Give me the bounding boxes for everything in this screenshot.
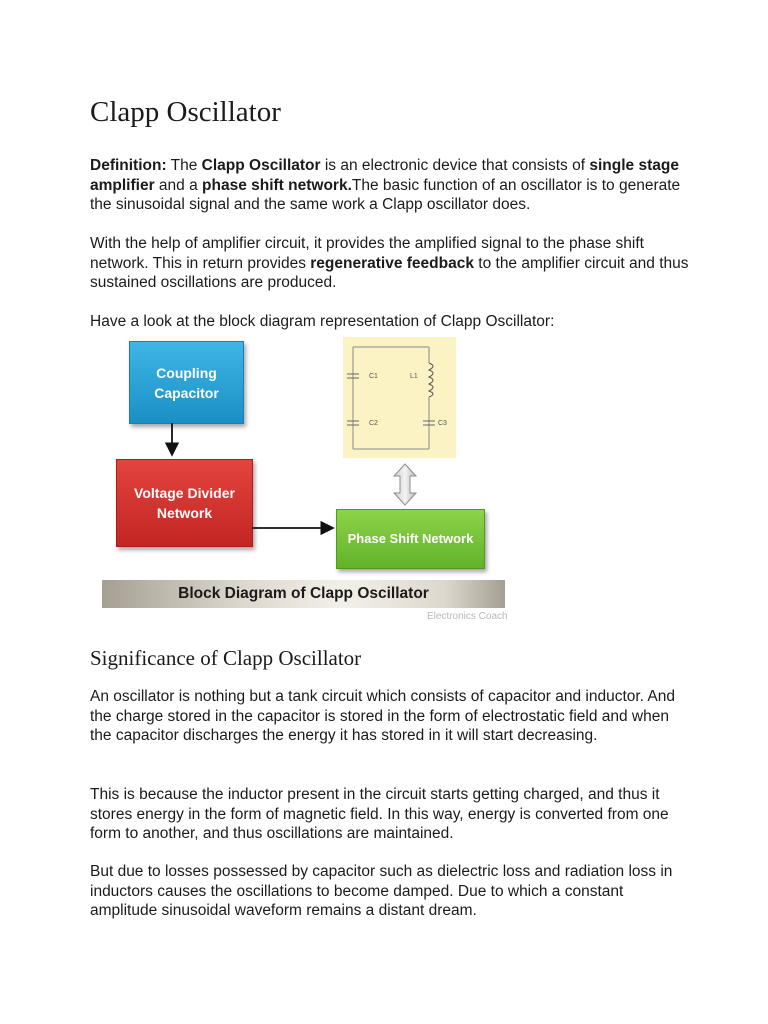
p2-text-2: to the amplifier circuit and thus sustained oscillations are produced. <box>90 254 689 291</box>
watermark: Electronics Coach <box>427 611 508 622</box>
page-title: Clapp Oscillator <box>90 96 281 128</box>
tank-circuit <box>343 337 456 458</box>
c1-label: C1 <box>369 373 378 380</box>
significance-paragraph-1: An oscillator is nothing but a tank circuit which consists of capacitor and inductor. And the charge stored in the capacitor is stored in the form of electrostatic field and when the capacitor discharges the energy it has stored in it will start decreasing. <box>90 688 676 744</box>
phase-shift-label: Phase Shift Network <box>347 531 474 546</box>
p1-bold-3: phase shift network. <box>202 176 352 194</box>
diagram-caption: Block Diagram of Clapp Oscillator <box>102 580 505 608</box>
l1-label: L1 <box>410 373 418 380</box>
p2-bold-1: regenerative feedback <box>310 254 474 272</box>
divider-line-1: Voltage Divider <box>134 485 235 501</box>
amplifier-paragraph <box>90 234 690 293</box>
section-heading: Significance of Clapp Oscillator <box>90 646 362 670</box>
p1-text-2: is an electronic device that consists of <box>320 157 590 174</box>
significance-paragraph-2: This is because the inductor present in the circuit starts getting charged, and thus it stores energy in the form of magnetic field. In this way, energy is converted from one form to another, and thus oscillations are maintained. <box>90 786 669 842</box>
coupling-capacitor-block <box>129 341 244 424</box>
definition-label: Definition: <box>90 157 167 174</box>
block-diagram-intro: Have a look at the block diagram representation of Clapp Oscillator: <box>90 313 555 330</box>
p1-text-4: The basic function of an oscillator is to generate the sinusoidal signal and the same work a Clapp oscillator does. <box>90 176 681 213</box>
phase-shift-block <box>336 509 485 569</box>
divider-line-2: Network <box>156 505 213 521</box>
c3-label: C3 <box>438 420 447 427</box>
p1-text-3: and a <box>154 176 203 194</box>
double-arrow-icon <box>394 464 416 505</box>
c2-label: C2 <box>369 420 378 427</box>
coupling-line-1: Coupling <box>156 364 217 381</box>
p1-text-1: The <box>166 157 202 174</box>
p2-text-1: With the help of amplifier circuit, it provides the amplified signal to the phase shift network. This in return provides <box>90 235 644 272</box>
coupling-line-2: Capacitor <box>154 384 219 401</box>
significance-paragraph-3: But due to losses possessed by capacitor such as dielectric loss and radiation loss in inductors causes the oscillations to become damped. Due to which a constant amplitude sinusoidal waveform remains a distant dream. <box>90 863 673 919</box>
tank-circuit-schematic <box>343 337 456 458</box>
definition-paragraph <box>90 156 690 215</box>
p1-bold-1: Clapp Oscillator <box>201 157 321 174</box>
voltage-divider-block <box>116 459 253 547</box>
p1-bold-2: single stage amplifier <box>90 157 679 194</box>
